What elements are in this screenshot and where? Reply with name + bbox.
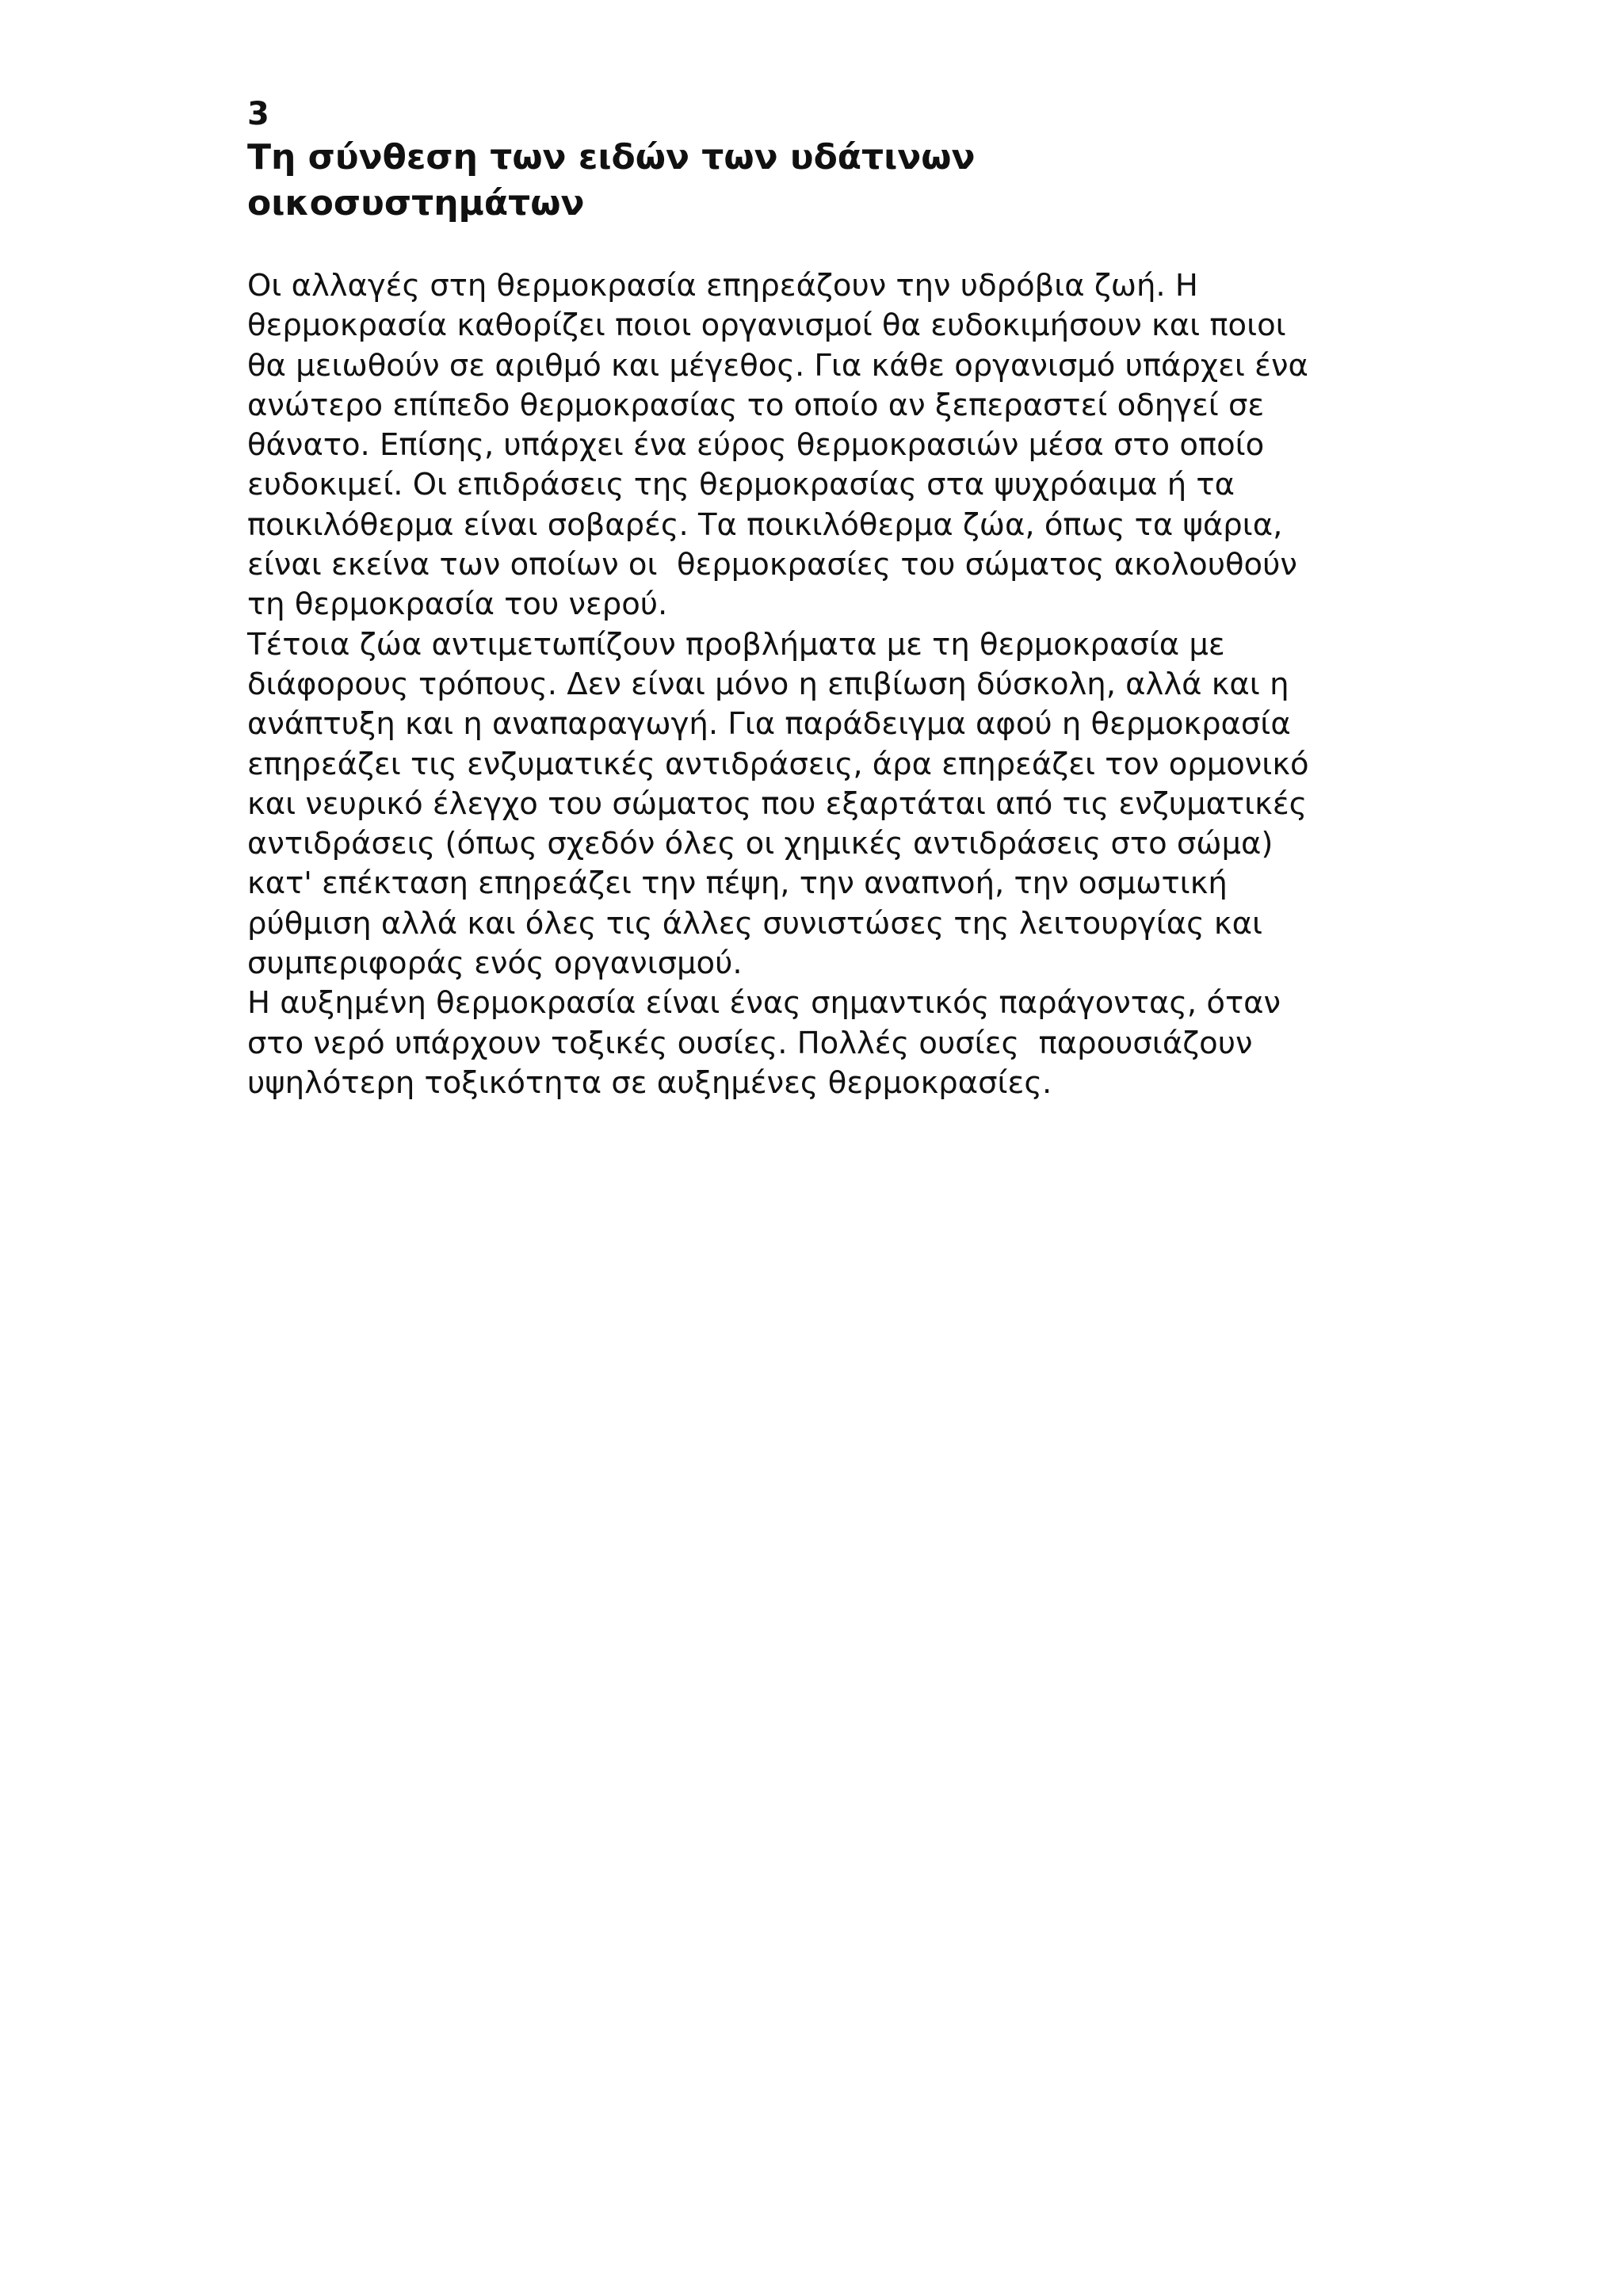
text-line: ευδοκιμεί. Οι επιδράσεις της θερμοκρασίας στα ψυχρόαιμα ή τα xyxy=(247,467,1235,503)
chapter-number: 3 xyxy=(247,96,269,132)
chapter-title: Τη σύνθεση των ειδών των υδάτινων οικοσυστημάτων xyxy=(247,137,976,223)
text-line: τη θερμοκρασία του νερού. xyxy=(247,586,668,623)
text-line: επηρεάζει τις ενζυματικές αντιδράσεις, άρα επηρεάζει τον ορμονικό xyxy=(247,746,1309,782)
document-page xyxy=(247,95,1420,1103)
text-line: ποικιλόθερμα είναι σοβαρές. Τα ποικιλόθερμα ζώα, όπως τα ψάρια, xyxy=(247,506,1283,543)
text-line: συμπεριφοράς ενός οργανισμού. xyxy=(247,946,743,982)
text-line: ανάπτυξη και η αναπαραγωγή. Για παράδειγμα αφού η θερμοκρασία xyxy=(247,706,1291,743)
text-line: στο νερό υπάρχουν τοξικές ουσίες. Πολλές ουσίες παρουσιάζουν xyxy=(247,1025,1253,1061)
text-line: είναι εκείνα των οποίων οι θερμοκρασίες του σώματος ακολουθούν xyxy=(247,547,1297,583)
text-line: θα μειωθούν σε αριθμό και μέγεθος. Για κάθε οργανισμό υπάρχει ένα xyxy=(247,347,1308,384)
body-text xyxy=(247,266,1420,1103)
text-line: Οι αλλαγές στη θερμοκρασία επηρεάζουν την υδρόβια ζωή. Η xyxy=(247,268,1198,304)
text-line: θερμοκρασία καθορίζει ποιοι οργανισμοί θα ευδοκιμήσουν και ποιοι xyxy=(247,308,1286,344)
text-line: ρύθμιση αλλά και όλες τις άλλες συνιστώσες της λειτουργίας και xyxy=(247,905,1263,942)
text-line: και νευρικό έλεγχο του σώματος που εξαρτάται από τις ενζυματικές xyxy=(247,785,1308,822)
text-line: Η αυξημένη θερμοκρασία είναι ένας σημαντικός παράγοντας, όταν xyxy=(247,985,1281,1022)
text-line: κατ' επέκταση επηρεάζει την πέψη, την αναπνοή, την οσμωτική xyxy=(247,865,1228,902)
text-line: ανώτερο επίπεδο θερμοκρασίας το οποίο αν ξεπεραστεί οδηγεί σε xyxy=(247,387,1265,423)
text-line: διάφορους τρόπους. Δεν είναι μόνο η επιβίωση δύσκολη, αλλά και η xyxy=(247,666,1289,702)
text-line: αντιδράσεις (όπως σχεδόν όλες οι χημικές αντιδράσεις στο σώμα) xyxy=(247,826,1274,862)
text-line: θάνατο. Επίσης, υπάρχει ένα εύρος θερμοκρασιών μέσα στο οποίο xyxy=(247,427,1265,464)
text-line: υψηλότερη τοξικότητα σε αυξημένες θερμοκρασίες. xyxy=(247,1064,1052,1101)
text-line: Τέτοια ζώα αντιμετωπίζουν προβλήματα με τη θερμοκρασία με xyxy=(247,626,1225,663)
